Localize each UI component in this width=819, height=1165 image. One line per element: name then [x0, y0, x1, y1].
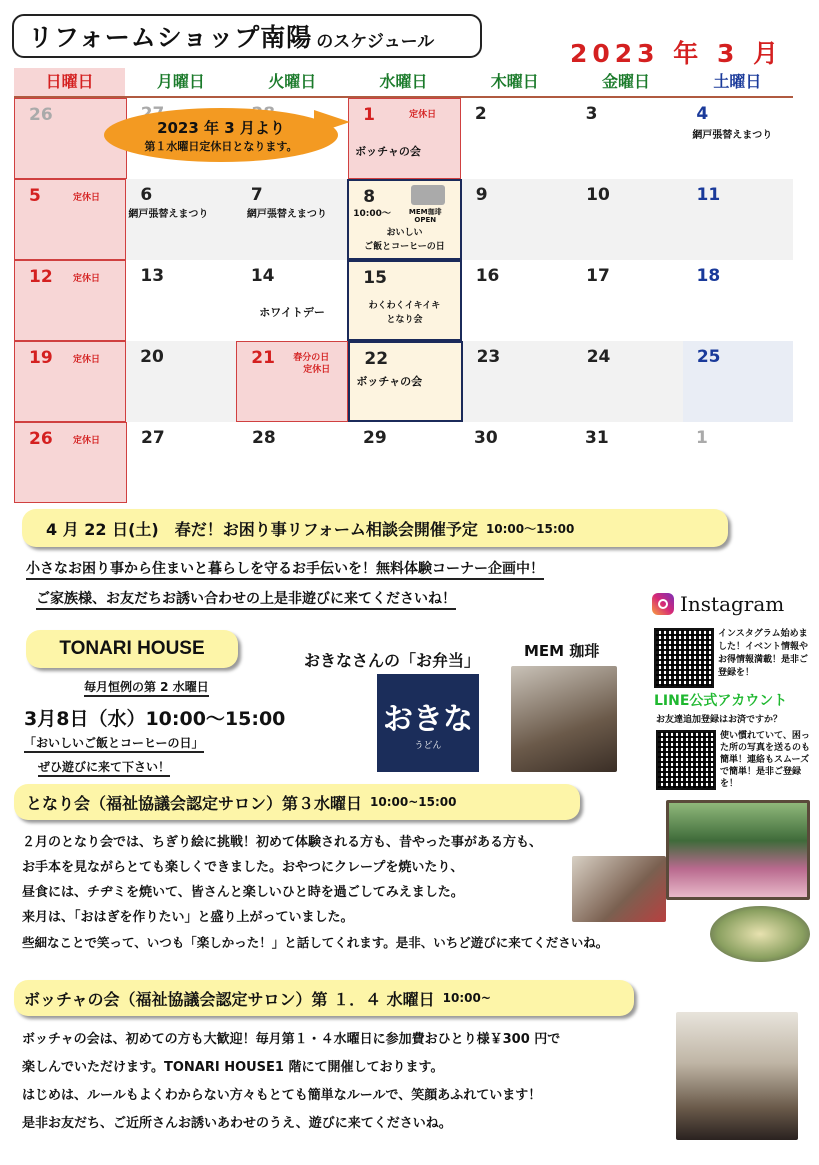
day-cell	[126, 260, 236, 341]
event-label: となり会	[386, 315, 423, 325]
day-number: 21	[251, 348, 275, 368]
bento-logo-sub: うどん	[414, 741, 442, 751]
day-number: 13	[140, 266, 165, 286]
day-number: 29	[363, 428, 387, 448]
day-number: 1	[696, 428, 708, 448]
day-cell	[14, 260, 126, 341]
event-label: ボッチャの会	[356, 375, 423, 388]
body-line: はじめは、ルールもよくわからない方々もとても簡単なルールで、笑顔あふれています！	[22, 1088, 542, 1103]
day-cell	[463, 341, 573, 422]
bento-logo	[377, 674, 479, 772]
day-number: 3	[585, 104, 598, 124]
coffee-title: MEM 珈琲	[524, 642, 600, 660]
day-number: 1	[363, 105, 375, 125]
day-cell	[14, 341, 126, 422]
day-number: 8	[363, 187, 376, 207]
event-title: 4 月 22 日(土) 春だ！お困り事リフォーム相談会開催予定	[46, 519, 478, 539]
day-cell	[682, 422, 793, 503]
boccia-banner	[14, 980, 634, 1016]
event-line2: ご家族様、お友だちお誘い合わせの上是非遊びに来てくださいね！	[36, 588, 456, 610]
shop-name: リフォームショップ南陽	[28, 23, 313, 52]
day-cell	[347, 260, 461, 341]
day-number: 25	[696, 347, 721, 367]
tonari-house-title: TONARI HOUSE	[59, 638, 205, 659]
instagram-text: インスタグラム始めました！イベント情報やお得情報満載！是非ご登録を！	[718, 629, 809, 678]
body-line: ボッチャの会は、初めての方も大歓迎！毎月第１・４水曜日に参加費おひとり様￥300 円で	[22, 1032, 561, 1047]
body-line: 昼食には、チヂミを焼いて、皆さんと楽しいひと時を過ごしてみえました。	[22, 885, 464, 900]
calendar-week	[14, 260, 793, 341]
line-title: LINE公式アカウント	[654, 693, 788, 709]
day-number: 30	[474, 428, 498, 448]
event-label: 網戸張替えまつり	[246, 209, 327, 220]
coffee-image	[411, 185, 445, 205]
day-cell	[348, 341, 462, 422]
closed-label: 定休日	[73, 355, 101, 365]
day-number: 16	[475, 266, 500, 286]
day-number: 5	[29, 186, 41, 206]
calendar-week	[14, 179, 793, 260]
day-number: 24	[586, 347, 611, 367]
day-number: 31	[585, 428, 609, 448]
page-title	[12, 14, 482, 58]
weekday-tue: 火曜日	[268, 72, 317, 91]
day-number: 18	[696, 266, 721, 286]
tonari-kai-title: となり会（福祉協議会認定サロン）第３水曜日	[26, 793, 363, 813]
day-cell	[572, 260, 682, 341]
event-time: 10:00～	[353, 209, 391, 219]
weekday-mon: 月曜日	[156, 72, 205, 91]
day-number: 9	[475, 185, 488, 205]
weekday-thu: 木曜日	[490, 72, 539, 91]
tonari-house-date: 3月8日（水）10:00～15:00	[24, 708, 286, 730]
day-number: 7	[250, 185, 263, 205]
day-number: 11	[696, 185, 721, 205]
instagram-header	[652, 592, 784, 616]
day-cell	[683, 179, 793, 260]
day-number: 4	[696, 104, 709, 124]
event-label: 網戸張替えまつり	[692, 130, 773, 141]
day-number: 28	[252, 428, 276, 448]
boccia-title: ボッチャの会（福祉協議会認定サロン）第 １．４ 水曜日	[24, 989, 435, 1009]
month-label: 2023 年 3 月	[570, 39, 784, 68]
day-number: 22	[364, 349, 389, 369]
day-cell	[571, 422, 682, 503]
chigiri-art-photo	[666, 800, 810, 900]
day-cell	[237, 260, 347, 341]
event-label: ホワイトデー	[259, 306, 325, 319]
closed-label: 定休日	[73, 274, 101, 284]
weekday-sat: 土曜日	[713, 72, 762, 91]
body-line: 楽しんでいただけます。TONARI HOUSE1 階にて開催しております。	[22, 1060, 444, 1075]
day-number: 26	[29, 105, 53, 125]
event-label: MEM珈琲 OPEN	[408, 208, 442, 224]
event-time: 10:00～15:00	[485, 521, 575, 536]
body-line: ２月のとなり会では、ちぎり絵に挑戦！初めて体験される方も、昔やった事がある方も、	[22, 835, 543, 850]
day-cell	[126, 179, 236, 260]
holiday-label: 春分の日	[293, 353, 330, 363]
day-cell	[682, 98, 793, 179]
day-cell	[462, 179, 572, 260]
calendar-week	[14, 341, 793, 422]
weekday-header	[14, 68, 793, 98]
title-suffix: のスケジュール	[316, 31, 435, 52]
closed-label: 定休日	[73, 436, 101, 446]
instagram-label: Instagram	[680, 592, 785, 616]
notice-bubble	[104, 108, 338, 162]
closed-label: 定休日	[409, 110, 437, 120]
day-number: 27	[141, 428, 165, 448]
day-number: 10	[586, 185, 610, 205]
day-cell	[127, 422, 238, 503]
day-cell	[14, 422, 127, 503]
notice-line2: 第１水曜日定休日となります。	[144, 140, 298, 153]
day-cell	[573, 341, 683, 422]
chijimi-photo	[710, 906, 810, 962]
coffee-photo	[511, 666, 617, 772]
bento-logo-text: おきな	[383, 702, 473, 737]
day-number: 17	[586, 266, 610, 286]
day-cell	[349, 422, 460, 503]
day-cell	[572, 98, 683, 179]
body-line: 些細なことで笑って、いつも「楽しかった！」と話してくれます。是非、いちど遊びに来てくださいね。	[22, 935, 609, 950]
closed-label: 定休日	[303, 365, 331, 375]
day-cell	[572, 179, 682, 260]
day-number: 14	[250, 266, 275, 286]
boccia-body	[22, 1026, 672, 1138]
day-cell	[683, 341, 793, 422]
weekday-wed: 水曜日	[379, 72, 428, 91]
event-label: ご飯とコーヒーの日	[364, 242, 445, 252]
day-number: 15	[363, 268, 387, 288]
tonari-house-banner	[26, 630, 238, 668]
day-cell	[347, 179, 461, 260]
event-label: 網戸張替えまつり	[128, 209, 209, 220]
day-cell	[126, 341, 236, 422]
event-banner	[22, 509, 728, 547]
boccia-photo	[676, 1012, 798, 1140]
day-number: 2	[474, 104, 487, 124]
body-line: お手本を見ながらとても楽しくできました。おやつにクレープを焼いたり、	[22, 860, 464, 875]
day-cell	[348, 98, 461, 179]
tonari-kai-banner	[14, 784, 580, 820]
day-number: 20	[140, 347, 164, 367]
line-text: 使い慣れていて、困った所の写真を送るのも簡単！連絡もスムーズで簡単！是非ご登録を！	[720, 731, 811, 789]
day-cell	[683, 260, 793, 341]
day-cell	[14, 179, 126, 260]
weekday-sun: 日曜日	[14, 68, 125, 96]
closed-label: 定休日	[73, 193, 101, 203]
line-question: お友達追加登録はお済ですか？	[656, 715, 783, 725]
day-number: 12	[29, 267, 53, 287]
day-number: 6	[140, 185, 153, 205]
event-label: わくわくイキイキ	[368, 301, 441, 311]
day-cell	[236, 341, 348, 422]
day-cell	[462, 260, 572, 341]
tonari-house-tag1: 「おいしいご飯とコーヒーの日」	[24, 734, 204, 753]
event-line1: 小さなお困り事から住まいと暮らしを守るお手伝いを！無料体験コーナー企画中！	[26, 558, 544, 580]
day-cell	[461, 98, 572, 179]
event-label: ボッチャの会	[355, 145, 421, 158]
body-line: 来月は、「おはぎを作りたい」と盛り上がっていました。	[22, 910, 354, 925]
group-photo	[572, 856, 666, 922]
day-cell	[460, 422, 571, 503]
boccia-time: 10:00~	[442, 991, 491, 1005]
instagram-qr[interactable]	[654, 628, 714, 688]
day-number: 26	[29, 429, 53, 449]
weekday-fri: 金曜日	[602, 72, 651, 91]
notice-line1: 2023 年 3 月より	[157, 119, 285, 137]
event-label: おいしい	[386, 228, 423, 238]
tonari-house-tag2: ぜひ遊びに来て下さい！	[38, 758, 170, 777]
day-cell	[238, 422, 349, 503]
body-line: 是非お友だち、ご近所さんお誘いあわせのうえ、遊びに来てくださいね。	[22, 1116, 452, 1131]
tonari-kai-time: 10:00~15:00	[370, 795, 457, 809]
calendar-week	[14, 422, 793, 503]
bento-title: おきなさんの「お弁当」	[304, 651, 481, 670]
day-cell	[237, 179, 347, 260]
day-number: 19	[29, 348, 53, 368]
instagram-icon	[652, 593, 674, 615]
day-number: 23	[476, 347, 501, 367]
tonari-house-sub: 毎月恒例の第 2 水曜日	[84, 678, 209, 697]
line-qr[interactable]	[656, 730, 716, 790]
